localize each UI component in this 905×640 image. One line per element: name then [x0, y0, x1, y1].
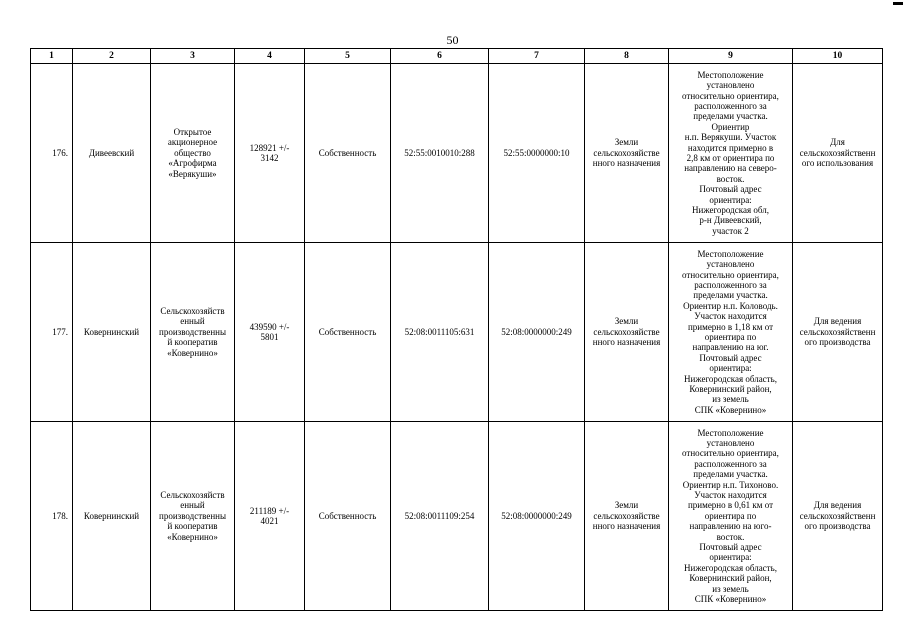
col-header-10: 10: [793, 49, 883, 64]
page-corner-mark: [893, 2, 903, 5]
area-text: 128921 +/- 3142: [249, 142, 290, 163]
location-text: Местоположение установлено относительно ориентира, расположенного за пределами участка. Ориентир н.п. Тихоново. Участок находится примерно в 0,61 км от ориентира по направлению на юго- восток. Почтовый адрес ориентира: Нижегородская область, Ковернинский район, из земель СПК «Ковернино»: [682, 427, 779, 605]
right-cell: Собственность: [305, 422, 391, 611]
col-header-5: 5: [305, 49, 391, 64]
area-cell: [235, 243, 305, 422]
parent-cadastral-number-cell: 52:55:0000000:10: [489, 64, 585, 243]
location-text: Местоположение установлено относительно ориентира, расположенного за пределами участка. Ориентир н.п. Верякуши. Участок находится примерно в 2,8 км от ориентира по направлению на северо- восток. Почтовый адрес ориентира: Нижегородская обл, р-н Дивеевский, участок 2: [682, 69, 779, 236]
holder-cell: [151, 243, 235, 422]
cadastral-number-cell: 52:08:0011105:631: [391, 243, 489, 422]
permitted-use-cell: [793, 64, 883, 243]
header-row: [31, 49, 883, 64]
location-cell: [669, 243, 793, 422]
col-header-6: 6: [391, 49, 489, 64]
location-text: Местоположение установлено относительно ориентира, расположенного за пределами участка. Ориентир н.п. Коловодь. Участок находится примерно в 1,18 км от ориентира по направлению на юг. Почтовый адрес ориентира: Нижегородская область, Ковернинский район, из земель СПК «Ковернино»: [682, 248, 779, 415]
col-header-9: 9: [669, 49, 793, 64]
permitted-use-text: Для ведения сельскохозяйственн ого производства: [799, 316, 876, 348]
table-row: [31, 243, 883, 422]
holder-text: Открытое акционерное общество «Агрофирма «Верякуши»: [167, 126, 218, 179]
holder-text: Сельскохозяйств енный производственны й кооператив «Ковернино»: [159, 489, 226, 542]
holder-cell: [151, 64, 235, 243]
row-number: 176.: [31, 64, 73, 243]
district-cell: Ковернинский: [73, 243, 151, 422]
area-text: 439590 +/- 5801: [249, 321, 290, 342]
land-category-text: Земли сельскохозяйстве нного назначения: [592, 500, 661, 532]
permitted-use-text: Для сельскохозяйственн ого использования: [799, 137, 876, 169]
area-cell: [235, 64, 305, 243]
cadastral-number-cell: 52:08:0011109:254: [391, 422, 489, 611]
land-category-cell: [585, 243, 669, 422]
col-header-1: 1: [31, 49, 73, 64]
location-cell: [669, 422, 793, 611]
col-header-8: 8: [585, 49, 669, 64]
district-cell: Дивеевский: [73, 64, 151, 243]
holder-text: Сельскохозяйств енный производственны й кооператив «Ковернино»: [159, 305, 226, 358]
area-cell: [235, 422, 305, 611]
permitted-use-cell: [793, 422, 883, 611]
parent-cadastral-number-cell: 52:08:0000000:249: [489, 422, 585, 611]
col-header-7: 7: [489, 49, 585, 64]
area-text: 211189 +/- 4021: [249, 505, 290, 526]
land-category-text: Земли сельскохозяйстве нного назначения: [592, 316, 661, 348]
table-row: [31, 422, 883, 611]
cadastral-number-cell: 52:55:0010010:288: [391, 64, 489, 243]
land-category-cell: [585, 422, 669, 611]
col-header-3: 3: [151, 49, 235, 64]
permitted-use-cell: [793, 243, 883, 422]
land-registry-table: [30, 48, 883, 611]
permitted-use-text: Для ведения сельскохозяйственн ого производства: [799, 500, 876, 532]
location-cell: [669, 64, 793, 243]
row-number: 177.: [31, 243, 73, 422]
parent-cadastral-number-cell: 52:08:0000000:249: [489, 243, 585, 422]
district-cell: Ковернинский: [73, 422, 151, 611]
table-row: [31, 64, 883, 243]
land-category-text: Земли сельскохозяйстве нного назначения: [592, 137, 661, 169]
holder-cell: [151, 422, 235, 611]
col-header-2: 2: [73, 49, 151, 64]
row-number: 178.: [31, 422, 73, 611]
land-category-cell: [585, 64, 669, 243]
page-number: 50: [446, 33, 459, 47]
right-cell: Собственность: [305, 64, 391, 243]
right-cell: Собственность: [305, 243, 391, 422]
col-header-4: 4: [235, 49, 305, 64]
